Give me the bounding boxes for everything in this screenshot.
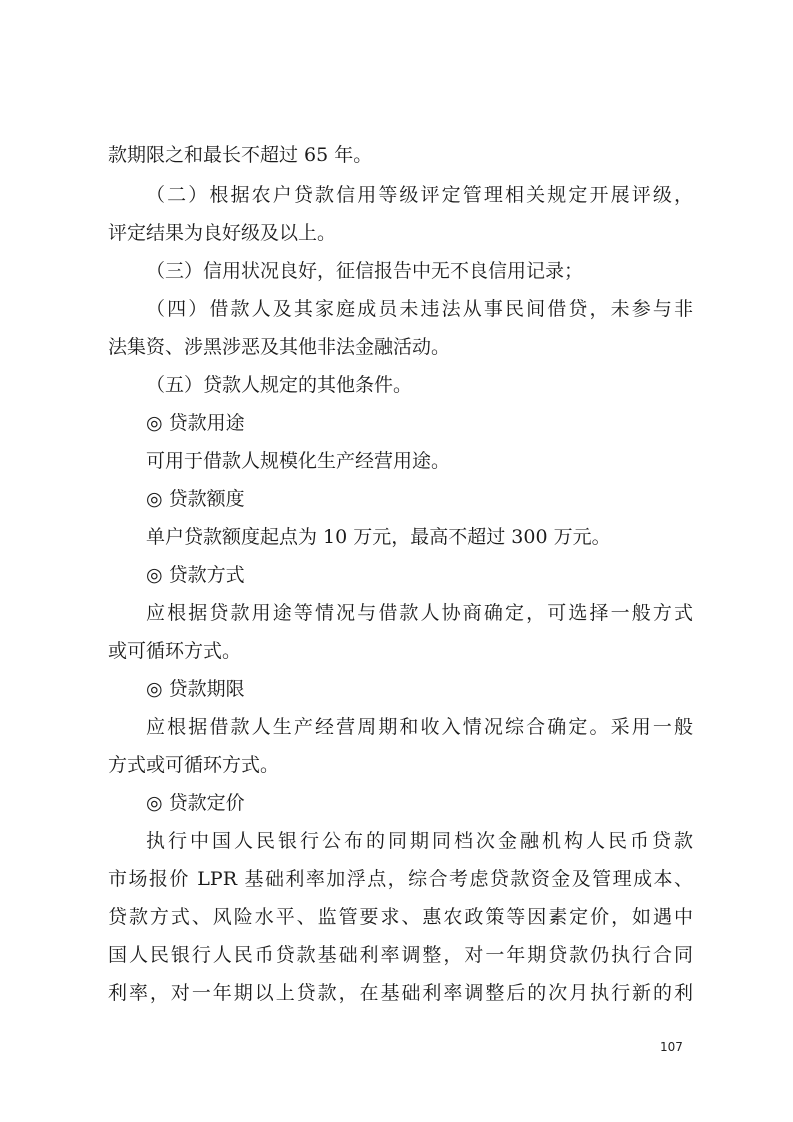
loan-pricing-line-5: 利率，对一年期以上贷款，在基础利率调整后的次月执行新的利 (108, 982, 693, 1004)
heading-loan-method: ◎ 贷款方式 (146, 564, 245, 586)
clause-2-line-2: 评定结果为良好级及以上。 (108, 222, 337, 244)
heading-loan-purpose: ◎ 贷款用途 (146, 412, 245, 434)
clause-3: （三）信用状况良好，征信报告中无不良信用记录； (146, 260, 584, 282)
loan-pricing-line-3: 贷款方式、风险水平、监管要求、惠农政策等因素定价，如遇中 (108, 906, 693, 928)
loan-pricing-line-2: 市场报价 LPR 基础利率加浮点，综合考虑贷款资金及管理成本、 (108, 868, 693, 890)
loan-amount-text: 单户贷款额度起点为 10 万元，最高不超过 300 万元。 (146, 526, 611, 548)
clause-4-line-1: （四）借款人及其家庭成员未违法从事民间借贷，未参与非 (146, 298, 693, 320)
heading-loan-amount: ◎ 贷款额度 (146, 488, 245, 510)
loan-term-line-2: 方式或可循环方式。 (108, 754, 280, 776)
loan-method-line-2: 或可循环方式。 (108, 640, 242, 662)
heading-loan-term: ◎ 贷款期限 (146, 678, 245, 700)
loan-pricing-line-4: 国人民银行人民币贷款基础利率调整，对一年期贷款仍执行合同 (108, 944, 693, 966)
clause-5: （五）贷款人规定的其他条件。 (146, 374, 413, 396)
loan-term-line-1: 应根据借款人生产经营周期和收入情况综合确定。采用一般 (146, 716, 693, 738)
loan-pricing-line-1: 执行中国人民银行公布的同期同档次金融机构人民币贷款 (146, 830, 693, 852)
text-line-continuation: 款期限之和最长不超过 65 年。 (108, 144, 373, 166)
loan-method-line-1: 应根据贷款用途等情况与借款人协商确定，可选择一般方式 (146, 602, 693, 624)
clause-4-line-2: 法集资、涉黑涉恶及其他非法金融活动。 (108, 336, 451, 358)
page-number: 107 (660, 1040, 683, 1054)
loan-purpose-text: 可用于借款人规模化生产经营用途。 (146, 450, 451, 472)
heading-loan-pricing: ◎ 贷款定价 (146, 792, 245, 814)
clause-2-line-1: （二）根据农户贷款信用等级评定管理相关规定开展评级， (146, 184, 693, 206)
